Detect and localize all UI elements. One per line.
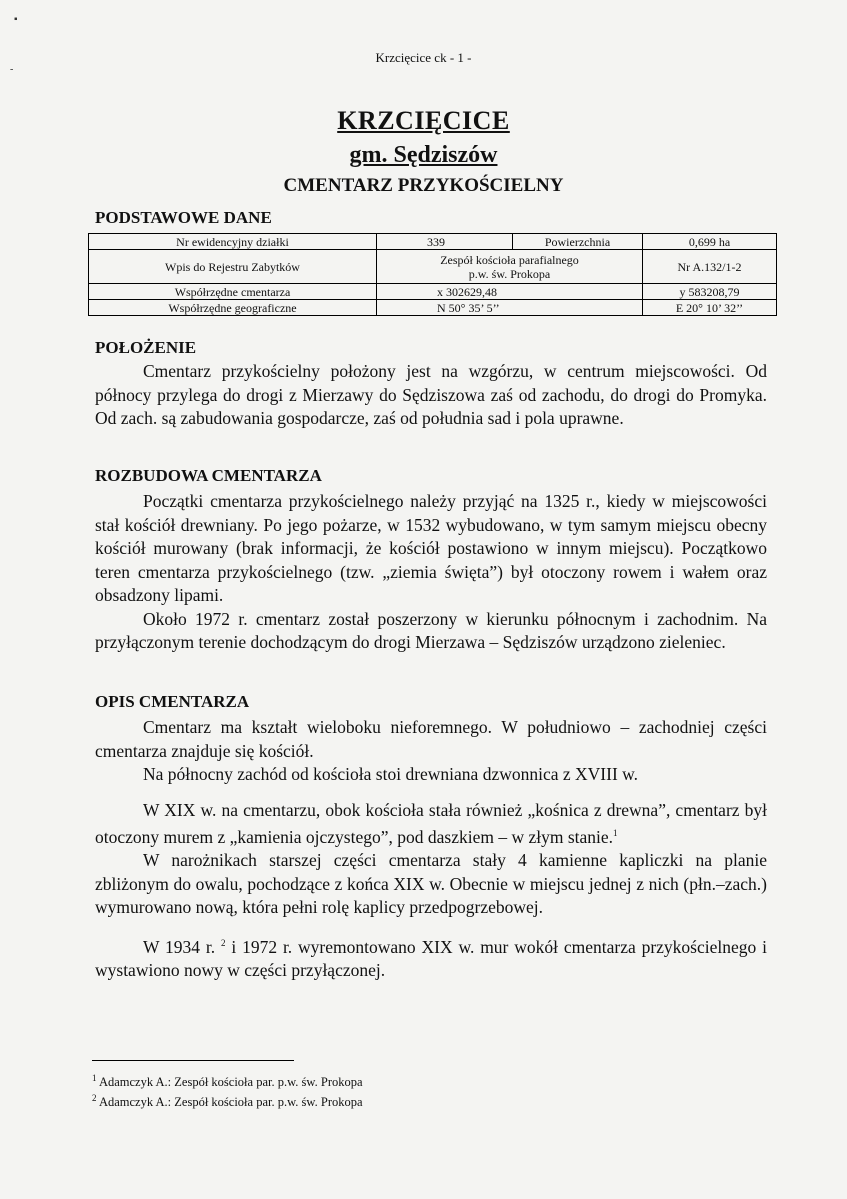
description-paragraph-2: Na północny zachód od kościoła stoi drewniana dzwonnica z XVIII w. [143, 764, 639, 784]
description-heading: OPIS CMENTARZA [95, 692, 250, 711]
table-cell-label: Nr ewidencyjny działki [89, 234, 377, 250]
table-cell-value: 339 [377, 234, 513, 250]
coord-n: N 50° 35’ 5’’ [437, 300, 500, 315]
place-title: KRZCIĘCICE [337, 106, 510, 135]
table-cell-value [377, 250, 643, 284]
page-header: Krzcięcice ck - 1 - [375, 50, 472, 65]
table-row [89, 284, 777, 300]
table-cell-value [377, 284, 643, 300]
description-paragraph-4: W narożnikach starszej części cmentarza stały 4 kamienne kapliczki na planie zbliżonym do owalu, pochodzące z końca XIX w. Obecnie w miejscu jednej z nich (płn.–zach.) wymurowano nową, która pełni rolę kaplicy przedpogrzebowej. [95, 850, 767, 918]
coord-x: x 302629,48 [437, 284, 497, 299]
footnote-number: 1 [92, 1073, 97, 1083]
table-cell-label: Współrzędne geograficzne [89, 300, 377, 316]
table-cell-subvalue: y 583208,79 [643, 284, 777, 300]
description-paragraph-5-b: i 1972 r. wyremontowano XIX w. mur wokół cmentarza przykościelnego i wystawiono nowy w części przyłączonej. [95, 936, 767, 981]
footnote-ref-2: 2 [221, 937, 226, 948]
register-entry-line1: Zespół kościoła parafialnego [440, 252, 579, 267]
location-heading: POŁOŻENIE [95, 338, 197, 357]
description-paragraph-3-text: W XIX w. na cmentarzu, obok kościoła stała również „kośnica z drewna”, cmentarz był otoczony murem z „kamienia ojczystego”, pod daszkiem – w złym stanie. [95, 799, 767, 847]
footnote-number: 2 [92, 1093, 97, 1104]
location-section [95, 360, 767, 431]
footnote-ref-1: 1 [613, 828, 618, 838]
description-section [95, 716, 767, 983]
footnote-text: Adamczyk A.: Zespół kościoła par. p.w. św. Prokopa [98, 1095, 363, 1110]
table-cell-value [377, 300, 643, 316]
commune-title: gm. Sędziszów [349, 142, 498, 168]
expansion-heading: ROZBUDOWA CMENTARZA [95, 466, 322, 485]
table-row [89, 234, 777, 250]
expansion-paragraph-1: Początki cmentarza przykościelnego należy przyjąć na 1325 r., kiedy w miejscowości stał kościół drewniany. Po jego pożarze, w 1532 wybudowano, w tym samym miejscu obecny kościół murowany (brak informacji, że kościół postawiono w innym miejscu). Początkowo teren cmentarza przykościelnego (tzw. „ziemia święta”) był otoczony rowem i wałem oraz obsadzony lipami. [95, 491, 767, 605]
expansion-paragraph-2: Około 1972 r. cmentarz został poszerzony w kierunku północnym i zachodnim. Na przyłączonym terenie dochodzącym do drogi Mierzawa – Sędziszów urządzono zieleniec. [95, 608, 767, 652]
scan-mark: ▪ [14, 14, 18, 25]
description-paragraph-1: Cmentarz ma kształt wieloboku nieforemnego. W południowo – zachodniej części cmentarza znajduje się kościół. [95, 717, 767, 761]
basic-data-table [88, 233, 777, 316]
footnote-divider [92, 1060, 294, 1061]
table-row [89, 300, 777, 316]
footnote [92, 1090, 363, 1110]
footnote [92, 1070, 363, 1090]
register-entry-line2: p.w. św. Prokopa [468, 266, 551, 281]
description-paragraph-5-a: W 1934 r. [143, 936, 216, 957]
table-cell-subvalue: 0,699 ha [643, 234, 777, 250]
scan-mark: - [10, 64, 14, 75]
description-paragraph-3 [95, 799, 767, 850]
description-paragraph-5 [95, 932, 767, 983]
footnote-text: Adamczyk A.: Zespół kościoła par. p.w. św. Prokopa [98, 1075, 363, 1090]
footnotes [92, 1070, 363, 1110]
table-cell-sublabel: Powierzchnia [513, 234, 643, 250]
expansion-section [95, 490, 767, 655]
table-row [89, 250, 777, 284]
basic-data-heading: PODSTAWOWE DANE [95, 208, 272, 227]
table-cell-subvalue: E 20° 10’ 32’’ [643, 300, 777, 316]
table-cell-subvalue: Nr A.132/1-2 [643, 250, 777, 284]
table-cell-label: Wpis do Rejestru Zabytków [89, 250, 377, 284]
document-subtitle: CMENTARZ PRZYKOŚCIELNY [283, 175, 564, 196]
title-block [0, 104, 847, 198]
table-cell-label: Współrzędne cmentarza [89, 284, 377, 300]
location-paragraph: Cmentarz przykościelny położony jest na wzgórzu, w centrum miejscowości. Od północy przylega do drogi z Mierzawy do Sędziszowa zaś od zachodu, do drogi do Promyka. Od zach. są zabudowania gospodarcze, zaś od południa sad i pola uprawne. [95, 361, 767, 428]
